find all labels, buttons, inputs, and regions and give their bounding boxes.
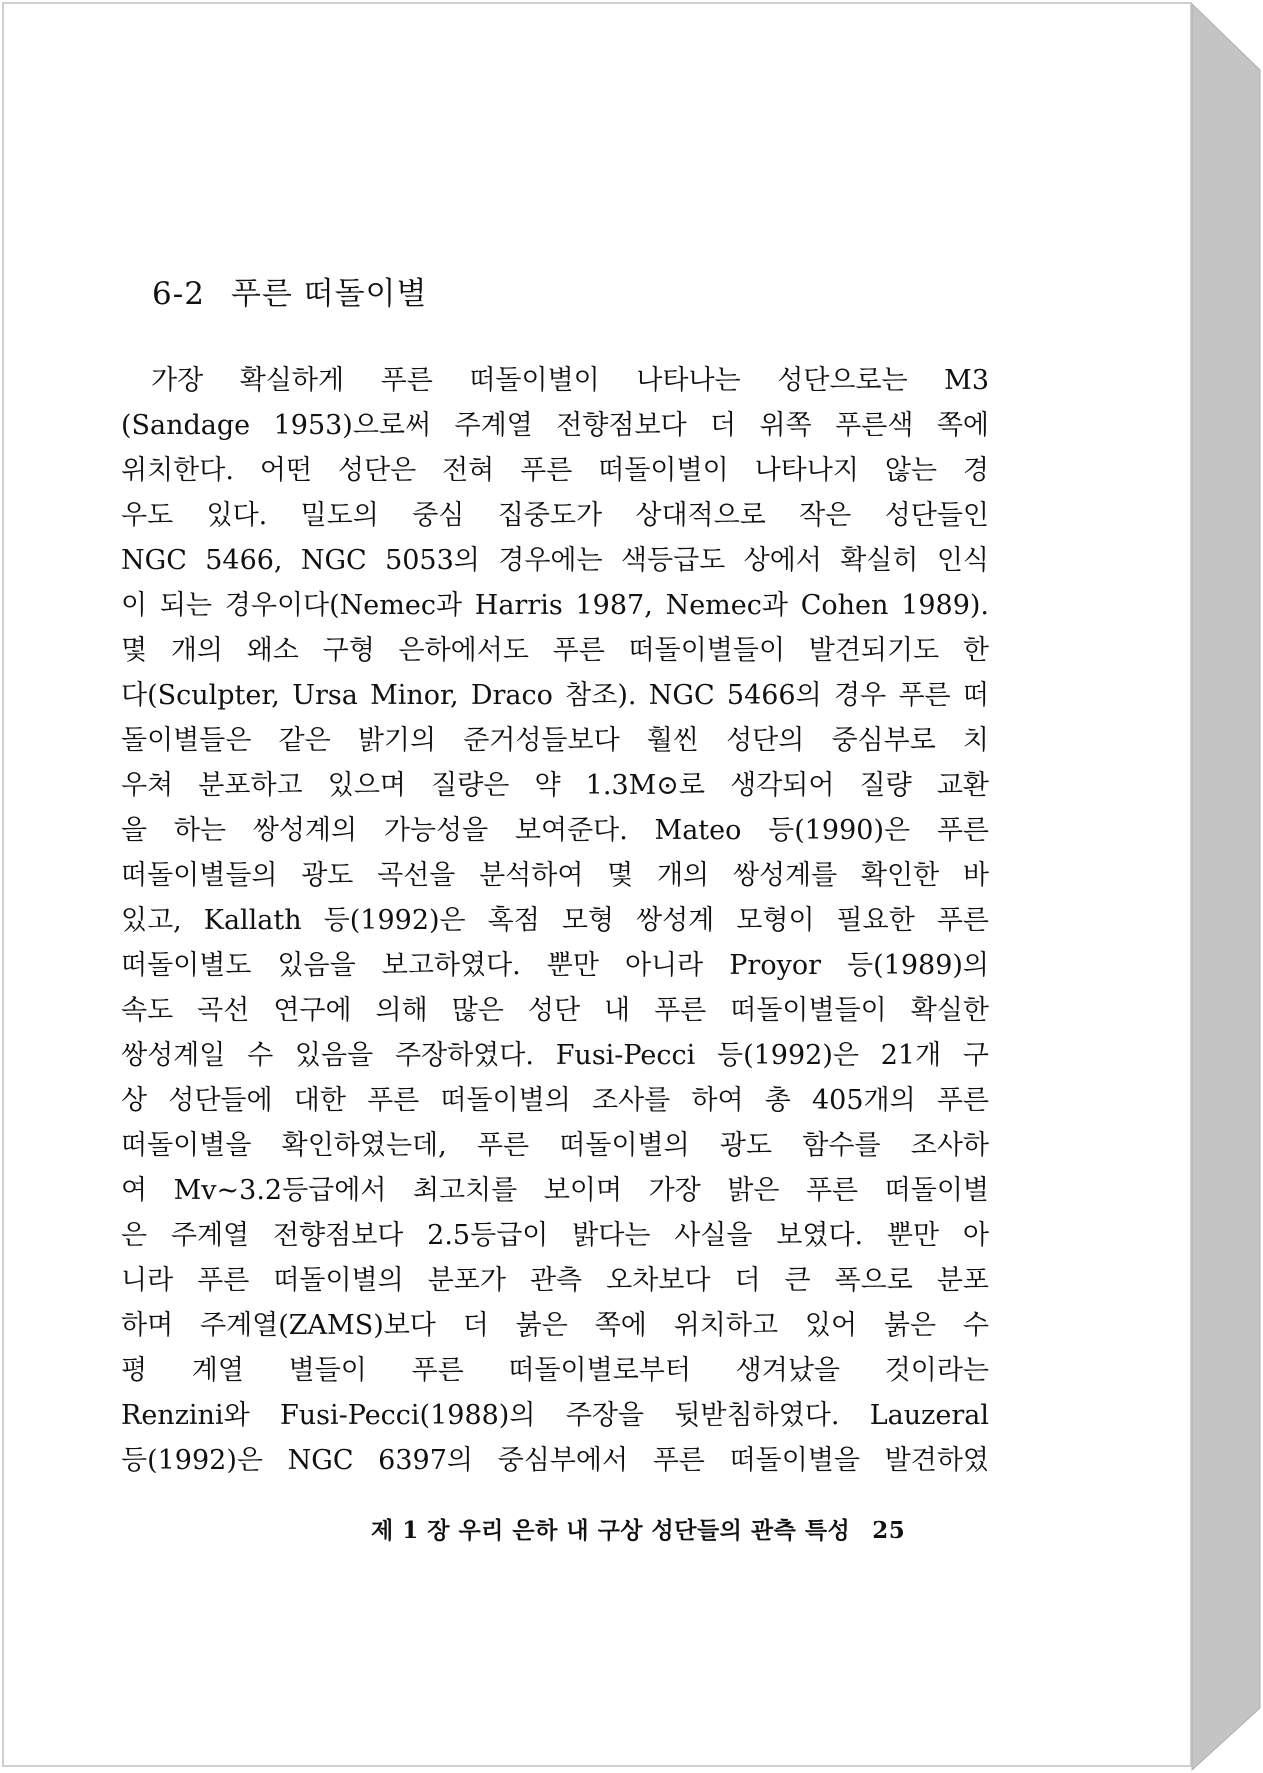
- text-line: 가장 확실하게 푸른 떠돌이별이 나타나는 성단으로는 M3: [151, 365, 989, 396]
- text-line: (Sandage 1953)으로써 주계열 전향점보다 더 위쪽 푸른색 쪽에: [121, 410, 989, 441]
- text-line: 떠돌이별도 있음을 보고하였다. 뿐만 아니라 Proyor 등(1989)의: [121, 950, 989, 981]
- text-line: 떠돌이별들의 광도 곡선을 분석하여 몇 개의 쌍성계를 확인한 바: [121, 860, 989, 891]
- text-line: 우도 있다. 밀도의 중심 집중도가 상대적으로 작은 성단들인: [121, 500, 989, 531]
- page-number: 25: [872, 1517, 906, 1544]
- text-line: 떠돌이별을 확인하였는데, 푸른 떠돌이별의 광도 함수를 조사하: [121, 1130, 989, 1161]
- text-line: NGC 5466, NGC 5053의 경우에는 색등급도 상에서 확실히 인식: [121, 545, 989, 576]
- text-line: 하며 주계열(ZAMS)보다 더 붉은 쪽에 위치하고 있어 붉은 수: [121, 1310, 989, 1341]
- section-number: 6-2: [152, 276, 205, 312]
- text-line: 은 주계열 전향점보다 2.5등급이 밝다는 사실을 보였다. 뿐만 아: [121, 1220, 989, 1251]
- text-line: 등(1992)은 NGC 6397의 중심부에서 푸른 떠돌이별을 발견하였: [121, 1445, 989, 1476]
- text-line: 돌이별들은 같은 밝기의 준거성들보다 훨씬 성단의 중심부로 치: [121, 725, 989, 756]
- text-line: 우쳐 분포하고 있으며 질량은 약 1.3M⊙로 생각되어 질량 교환: [121, 770, 989, 801]
- section-title: 푸른 떠돌이별: [230, 276, 428, 312]
- text-line: 이 되는 경우이다(Nemec과 Harris 1987, Nemec과 Cohen 1989).: [121, 590, 989, 621]
- text-line: 니라 푸른 떠돌이별의 분포가 관측 오차보다 더 큰 폭으로 분포: [121, 1265, 989, 1296]
- text-line: 여 Mv~3.2등급에서 최고치를 보이며 가장 밝은 푸른 떠돌이별: [121, 1175, 989, 1206]
- chapter-title: 제 1 장 우리 은하 내 구상 성단들의 관측 특성: [371, 1517, 851, 1544]
- running-footer: [371, 1512, 905, 1545]
- text-line: 위치한다. 어떤 성단은 전혀 푸른 떠돌이별이 나타나지 않는 경: [121, 455, 989, 486]
- text-line: 쌍성계일 수 있음을 주장하였다. Fusi-Pecci 등(1992)은 21개 구: [121, 1040, 989, 1071]
- text-line: 평 계열 별들이 푸른 떠돌이별로부터 생겨났을 것이라는: [121, 1355, 989, 1386]
- body-text: [121, 358, 989, 1483]
- section-heading: [152, 268, 427, 313]
- text-line: 상 성단들에 대한 푸른 떠돌이별의 조사를 하여 총 405개의 푸른: [121, 1085, 989, 1116]
- text-line: 몇 개의 왜소 구형 은하에서도 푸른 떠돌이별들이 발견되기도 한: [121, 635, 989, 666]
- text-line: 속도 곡선 연구에 의해 많은 성단 내 푸른 떠돌이별들이 확실한: [121, 995, 989, 1026]
- text-line: 있고, Kallath 등(1992)은 혹점 모형 쌍성계 모형이 필요한 푸른: [121, 905, 989, 936]
- text-line: 을 하는 쌍성계의 가능성을 보여준다. Mateo 등(1990)은 푸른: [121, 815, 989, 846]
- text-line: Renzini와 Fusi-Pecci(1988)의 주장을 뒷받침하였다. Lauzeral: [121, 1400, 989, 1431]
- text-line: 다(Sculpter, Ursa Minor, Draco 참조). NGC 5466의 경우 푸른 떠: [121, 680, 989, 711]
